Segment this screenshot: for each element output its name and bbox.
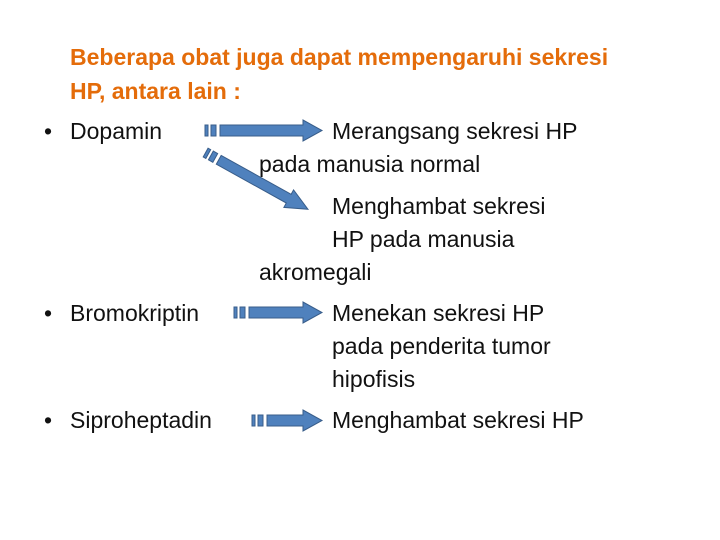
effect-text: pada penderita tumor <box>332 333 551 359</box>
effect-text: HP pada manusia <box>332 226 515 252</box>
heading-line-1: Beberapa obat juga dapat mempengaruhi sekresi <box>70 44 609 70</box>
arrow-right-icon <box>252 410 322 431</box>
drug-name-siproheptadin: Siproheptadin <box>70 407 212 433</box>
effect-text: Menghambat sekresi <box>332 193 546 219</box>
bullet-marker: • <box>44 118 53 144</box>
drug-name-bromokriptin: Bromokriptin <box>70 300 200 326</box>
heading-line-2: HP, antara lain : <box>70 78 241 104</box>
effect-text: Merangsang sekresi HP <box>332 118 578 144</box>
effect-text: akromegali <box>259 259 372 285</box>
arrow-right-icon <box>205 120 322 141</box>
effect-text: Menekan sekresi HP <box>332 300 545 326</box>
drug-name-dopamin: Dopamin <box>70 118 163 144</box>
effect-text: pada manusia normal <box>259 151 481 177</box>
bullet-marker: • <box>44 407 53 433</box>
effect-text: Menghambat sekresi HP <box>332 407 584 433</box>
arrow-right-icon <box>201 144 313 218</box>
effect-text: hipofisis <box>332 366 416 392</box>
bullet-marker: • <box>44 300 53 326</box>
arrow-right-icon <box>234 302 322 323</box>
